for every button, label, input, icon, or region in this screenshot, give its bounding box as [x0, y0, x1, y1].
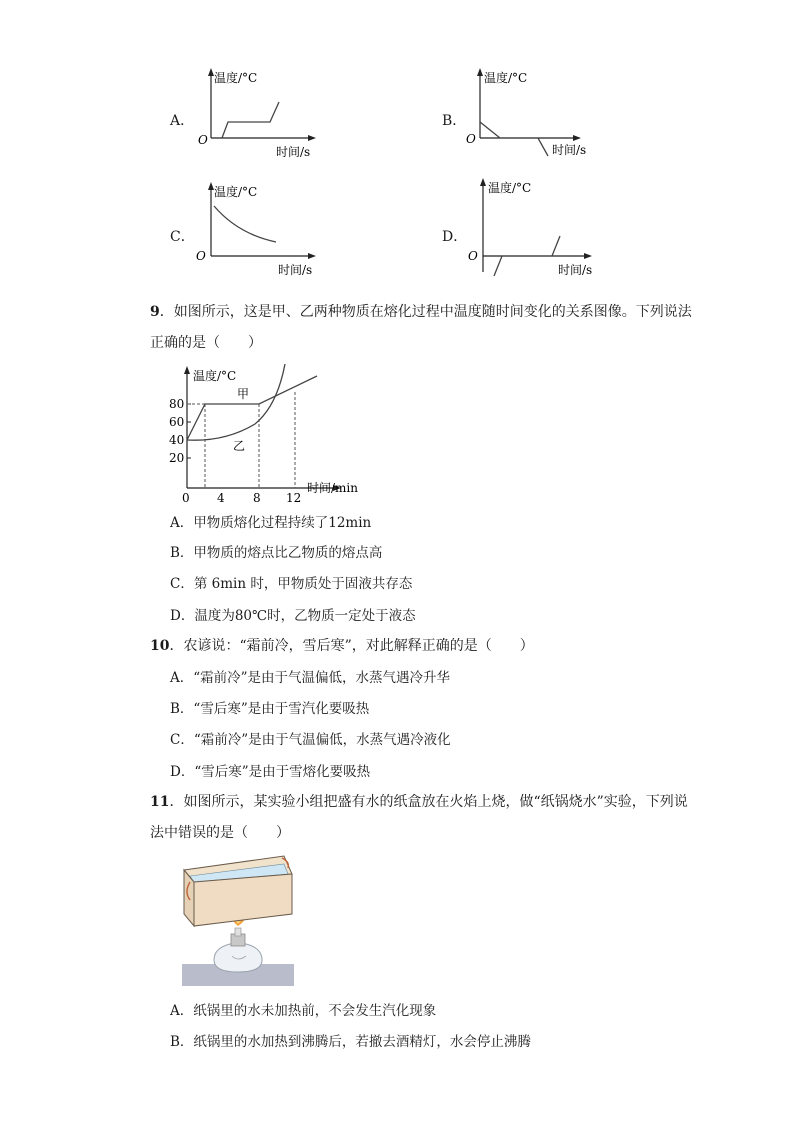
alcohol-lamp-icon [214, 944, 262, 972]
paper-box [194, 874, 292, 926]
q10-option-a: A．“霜前冷”是由于气温偏低，水蒸气遇冷升华 [170, 670, 451, 686]
q9-label-yi: 乙 [233, 439, 246, 453]
q8-b-xlabel: 时间/s [552, 143, 587, 157]
paper-pot-illustration [180, 852, 296, 988]
q9-xlabel: 时间/min [307, 481, 358, 495]
q8-graph-b [462, 62, 602, 162]
q8-graph-d [462, 172, 602, 282]
q9-ylabel: 温度/°C [193, 369, 237, 383]
q8-b-ylabel: 温度/°C [484, 71, 528, 85]
q9-ytick-80: 80 [169, 397, 185, 411]
q9-graph [165, 362, 365, 502]
q10-option-d: D．“雪后寒”是由于雪熔化要吸热 [170, 764, 371, 780]
q11-stem-line1 [150, 791, 688, 811]
q9-stem-line1 [150, 301, 692, 321]
q9-option-c: C．第 6min 时，甲物质处于固液共存态 [170, 576, 413, 592]
q8-option-d-letter: D． [442, 229, 468, 245]
q10-stem-text: ．农谚说：“霜前冷，雪后寒”，对此解释正确的是（ ） [169, 638, 534, 654]
q11-option-b: B．纸锅里的水加热到沸腾后，若撤去酒精灯，水会停止沸腾 [170, 1034, 531, 1050]
q8-a-origin: O [198, 133, 208, 147]
q9-option-a: A．甲物质熔化过程持续了12min [170, 515, 372, 531]
q9-number: 9 [150, 304, 160, 320]
q9-xtick-8: 8 [253, 491, 261, 502]
q10-number: 10 [150, 638, 170, 654]
q9-ytick-40: 40 [169, 433, 185, 447]
q8-b-origin: O [466, 132, 476, 146]
q9-option-d: D．温度为80℃时，乙物质一定处于液态 [170, 608, 416, 624]
q8-c-origin: O [196, 249, 206, 263]
q8-option-a-letter: A． [170, 113, 195, 129]
q11-stem-line2: 法中错误的是（ ） [150, 825, 290, 841]
q9-xtick-0: 0 [182, 491, 190, 502]
q9-xtick-12: 12 [286, 491, 302, 502]
q8-option-b-letter: B． [442, 113, 467, 129]
q8-c-xlabel: 时间/s [278, 263, 313, 277]
q10-stem [150, 635, 534, 655]
q8-option-c-letter: C． [170, 229, 195, 245]
q8-d-xlabel: 时间/s [558, 263, 593, 277]
q8-a-xlabel: 时间/s [276, 145, 311, 159]
q8-d-origin: O [468, 249, 478, 263]
q8-c-ylabel: 温度/°C [214, 185, 258, 199]
q9-curve-jia [187, 376, 317, 440]
q8-graph-c [190, 176, 330, 280]
q8-graph-a [190, 62, 330, 162]
q11-number: 11 [150, 794, 170, 810]
q9-xtick-4: 4 [217, 491, 225, 502]
q11-stem-text: ．如图所示，某实验小组把盛有水的纸盒放在火焰上烧，做“纸锅烧水”实验，下列说 [169, 794, 688, 810]
q10-option-b: B．“雪后寒”是由于雪汽化要吸热 [170, 701, 370, 717]
q9-stem-text: ．如图所示，这是甲、乙两种物质在熔化过程中温度随时间变化的关系图像。下列说法 [159, 304, 692, 320]
q9-option-b: B．甲物质的熔点比乙物质的熔点高 [170, 545, 383, 561]
q9-label-jia: 甲 [237, 387, 250, 401]
q8-a-ylabel: 温度/°C [214, 71, 258, 85]
q9-stem-line2: 正确的是（ ） [150, 335, 262, 351]
q8-d-ylabel: 温度/°C [488, 181, 532, 195]
q9-ytick-20: 20 [169, 451, 185, 465]
q11-option-a: A．纸锅里的水未加热前，不会发生汽化现象 [170, 1003, 437, 1019]
q10-option-c: C．“霜前冷”是由于气温偏低，水蒸气遇冷液化 [170, 732, 451, 748]
q9-ytick-60: 60 [169, 415, 185, 429]
